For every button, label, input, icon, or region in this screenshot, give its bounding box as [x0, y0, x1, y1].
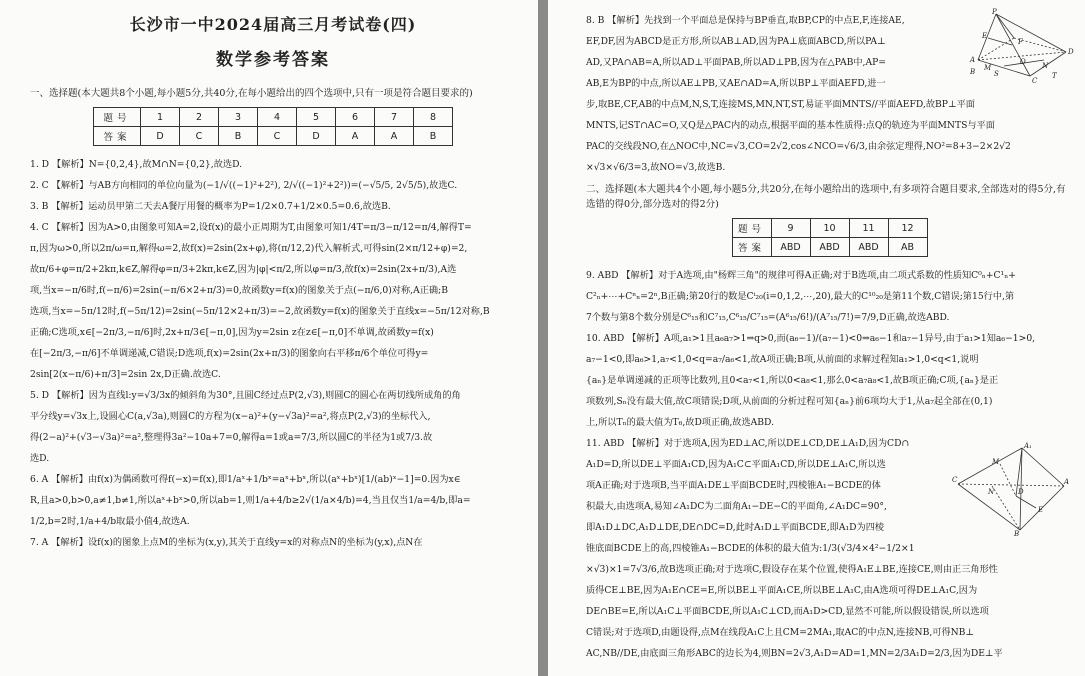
text-line: AB,E为BP的中点,所以AE⊥PB,又AE∩AD=A,所以BP⊥平面AEFD,进一	[586, 78, 886, 89]
question-1	[30, 154, 516, 175]
text-line: 8. B 【解析】先找到一个平面总是保持与BP垂直,取BP,CP的中点E,F,连接AE,	[586, 15, 905, 26]
text-line: MNTS,记ST∩AC=O,又Q是△PAC内的动点,根据平面的基本性质得:点Q的轨迹为平面MNTS与平面	[586, 120, 995, 131]
figure-label: D	[1018, 488, 1024, 496]
table-cell: 4	[258, 108, 297, 127]
text-line: 步,取BE,CF,AB的中点M,N,S,T,连接MS,MN,NT,ST,易证平面MNTS//平面AEFD,故BP⊥平面	[586, 99, 975, 110]
text-line: 2sin[2(x−π/6)+π/3]=2sin 2x,D正确.故选C.	[30, 369, 221, 380]
table-cell: 10	[810, 219, 849, 238]
question-7	[30, 532, 516, 553]
pyramid-figure	[958, 8, 1076, 84]
figure-label: M	[992, 458, 1000, 466]
text-line: 项,当x=−π/6时,f(−π/6)=2sin(−π/6×2+π/3)=0,故函数y=f(x)的图象关于点(−π/6,0)对称,A正确;B	[30, 285, 448, 296]
figure-label: A₁	[1024, 442, 1032, 450]
text-line: 选项,当x=−5π/12时,f(−5π/12)=2sin(−5π/12×2+π/3)=−2,故函数y=f(x)的图象关于直线x=−5π/12对称,B	[30, 306, 490, 317]
table-cell: C	[180, 127, 219, 146]
question-11	[586, 433, 984, 559]
figure-label: C	[1032, 77, 1038, 84]
text-line: 1. D 【解析】N={0,2,4},故M∩N={0,2},故选D.	[30, 159, 243, 170]
text-line: 项数列,Sₙ没有最大值,故C项错误;D项,从前面的分析过程可知{aₙ}前6项均大于1,从a₇起全部在(0,1)	[586, 396, 993, 407]
figure-label: T	[1052, 72, 1057, 80]
text-line: 10. ABD 【解析】A项,a₁>1且a₆a₇>1⇒q>0,而(a₆−1)/(a₇−1)<0⇒a₆−1和a₇−1异号,由于a₁>1知a₆−1>0,	[586, 333, 1036, 344]
text-line: {aₙ}是单调递减的正项等比数列,且0<a₇<1,所以0<a₈<1,那么0<a₇a₈<1,故B项正确;C项,{aₙ}是正	[586, 375, 999, 386]
table-cell: ABD	[810, 238, 849, 257]
text-line: 锥底面BCDE上的高,四棱锥A₁−BCDE的体积的最大值为:1/3(√3/4×4²−1/2×1	[586, 543, 915, 554]
figure-label: N	[988, 488, 995, 496]
figure-label: O	[1020, 58, 1026, 66]
text-line: 选D.	[30, 453, 50, 464]
text-line: a₇−1<0,即a₆>1,a₇<1,0<q=a₇/a₆<1,故A项正确;B项,从前面的求解过程知a₁>1,0<q<1,说明	[586, 354, 979, 365]
figure-label: E	[982, 32, 988, 40]
text-line: C错误;对于选项D,由题设得,点M在线段A₁C上且CM=2MA₁,取AC的中点N,连接NB,可得NB⊥	[586, 627, 975, 638]
text-line: C²ₙ+⋯+Cⁿₙ=2ⁿ,B正确;第20行的数是Cⁱ₂₀(i=0,1,2,⋯,20),最大的C¹⁰₂₀是第11个数,C错误;第15行中,第	[586, 291, 1015, 302]
text-line: 质得CE⊥BE,因为A₁E∩CE=E,所以BE⊥平面A₁CE,所以BE⊥A₁C,由A选项可得DE⊥A₁C,因为	[586, 585, 978, 596]
figure-label: C	[952, 476, 958, 484]
question-9	[586, 265, 1073, 328]
figure-label: F	[1018, 38, 1023, 46]
text-line: 11. ABD 【解析】对于选项A,因为ED⊥AC,所以DE⊥CD,DE⊥A₁D,因为CD∩	[586, 438, 910, 449]
figure-label: B	[970, 68, 976, 76]
text-line: 1/2,b=2时,1/a+4/b取最小值4,故选A.	[30, 516, 190, 527]
text-line: 3. B 【解析】运动员甲第二天去A餐厅用餐的概率为P=1/2×0.7+1/2×0.5=0.6,故选B.	[30, 201, 391, 212]
text-line: PAC的交线段NO,在△NOC中,NC=√3,CO=2√2,cos∠NCO=√6/3,由余弦定理得,NO²=8+3−2×2√2	[586, 141, 1011, 152]
table-cell: B	[414, 127, 453, 146]
text-line: DE∩BE=E,所以A₁C⊥平面BCDE,所以A₁C⊥CD,而A₁D>CD,显然不可能,所以假设错误,所以选项	[586, 606, 989, 617]
table-row	[94, 127, 453, 146]
table-cell: A	[336, 127, 375, 146]
table-cell: 5	[297, 108, 336, 127]
table-cell: A	[375, 127, 414, 146]
text-line: 5. D 【解析】因为直线l:y=√3/3x的倾斜角为30°,且圆C经过点P(2,√3),则圆C的圆心在两切线所成角的角	[30, 390, 461, 401]
question-4	[30, 217, 516, 385]
table-cell: 12	[888, 219, 927, 238]
text-line: 7. A 【解析】设f(x)的图象上点M的坐标为(x,y),其关于直线y=x的对称点N的坐标为(y,x),点N在	[30, 537, 423, 548]
text-line: 6. A 【解析】由f(x)为偶函数可得f(−x)=f(x),即1/aˣ+1/bˣ=aˣ+bˣ,所以(aˣ+bˣ)[1/(ab)ˣ−1]=0.因为x∈	[30, 474, 461, 485]
question-11-continued	[586, 559, 1073, 664]
table-cell: 8	[414, 108, 453, 127]
table-cell: ABD	[849, 238, 888, 257]
section-2-heading: 二、选择题(本大题共4个小题,每小题5分,共20分,在每小题给出的选项中,有多项符合题目要求,全部选对的得5分,有选错的得0分,部分选对的得2分)	[586, 184, 1066, 210]
text-line: ×√3)×1=7√3/6,故B选项正确;对于选项C,假设存在某个位置,使得A₁E⊥BE,连接CE,则由正三角形性	[586, 564, 998, 575]
table-cell: 1	[141, 108, 180, 127]
text-line: R,且a>0,b>0,a≠1,b≠1,所以aˣ+bˣ>0,所以ab=1,则1/a+4/b≥2√(1/a×4/b)=4,当且仅当1/a=4/b,即a=	[30, 495, 471, 506]
text-line: 平分线y=√3x上,设圆心C(a,√3a),则圆C的方程为(x−a)²+(y−√3a)²=a²,将点P(2,√3)的坐标代入,	[30, 411, 431, 422]
question-8	[586, 10, 964, 94]
text-line: ×√3×√6/3=3,故NO=√3,故选B.	[586, 162, 726, 173]
question-10	[586, 328, 1073, 433]
table-cell: 11	[849, 219, 888, 238]
question-3	[30, 196, 516, 217]
text-line: 9. ABD 【解析】对于A选项,由"杨辉三角"的规律可得A正确;对于B选项,由二项式系数的性质知C⁰ₙ+C¹ₙ+	[586, 270, 1016, 281]
left-page	[0, 0, 538, 676]
section-1-heading: 一、选择题(本大题共8个小题,每小题5分,共40分,在每小题给出的四个选项中,只有一项是符合题目要求的)	[30, 88, 473, 99]
right-page	[548, 0, 1085, 676]
figure-label: A	[970, 56, 976, 64]
question-6	[30, 469, 516, 532]
figure-label: B	[1014, 530, 1020, 536]
question-2	[30, 175, 516, 196]
answer-key-title: 数学参考答案	[216, 50, 330, 70]
table-cell: 6	[336, 108, 375, 127]
text-line: 4. C 【解析】因为A>0,由图象可知A=2,设f(x)的最小正周期为T,由图象可知1/4T=π/3−π/12=π/4,解得T=	[30, 222, 472, 233]
table-cell: D	[297, 127, 336, 146]
text-line: 得(2−a)²+(√3−√3a)²=a²,整理得3a²−10a+7=0,解得a=1或a=7/3,所以圆C的半径为1或7/3.故	[30, 432, 433, 443]
text-line: π,因为ω>0,所以2π/ω=π,解得ω=2,故f(x)=2sin(2x+φ),将(π/12,2)代入解析式,可得sin(2×π/12+φ)=2,	[30, 243, 468, 254]
text-line: A₁D=D,所以DE⊥平面A₁CD,因为A₁C⊂平面A₁CD,所以DE⊥A₁C,所以选	[586, 459, 886, 470]
figure-label: M	[984, 64, 992, 72]
text-line: 7个数与第8个数分别是C⁶₁₅和C⁷₁₅,C⁶₁₅/C⁷₁₅=(A⁶₁₅/6!)/(A⁷₁₅/7!)=7/9,D正确,故选ABD.	[586, 312, 950, 323]
text-line: 积最大,由选项A,易知∠A₁DC为二面角A₁−DE−C的平面角,∠A₁DC=90°,	[586, 501, 887, 512]
figure-label: N	[1042, 62, 1049, 70]
text-line: 上,所以Tₙ的最大值为T₆,故D项正确,故选ABD.	[586, 417, 775, 428]
table-cell: 9	[771, 219, 810, 238]
figure-label: P	[992, 8, 997, 16]
exam-title: 长沙市一中2024届高三月考试卷(四)	[129, 15, 417, 34]
table-row	[732, 219, 927, 238]
table-header-cell: 题号	[732, 219, 771, 238]
answer-table-1	[93, 107, 453, 146]
table-cell: AB	[888, 238, 927, 257]
table-row	[732, 238, 927, 257]
text-line: AD,又PA∩AB=A,所以AD⊥平面PAB,所以AD⊥PB,因为在△PAB中,AP=	[586, 57, 886, 68]
table-header-cell: 题号	[94, 108, 141, 127]
text-line: 2. C 【解析】与AB方向相同的单位向量为(−1/√((−1)²+2²), 2/√((−1)²+2²))=(−√5/5, 2√5/5),故选C.	[30, 180, 458, 191]
text-line: 即A₁D⊥DC,A₁D⊥DE,DE∩DC=D,此时A₁D⊥平面BCDE,即A₁D为四棱	[586, 522, 885, 533]
figure-label: E	[1038, 506, 1044, 514]
table-cell: 2	[180, 108, 219, 127]
answer-table-2	[732, 218, 928, 257]
text-line: 故π/6+φ=π/2+2kπ,k∈Z,解得φ=π/3+2kπ,k∈Z,因为|φ|<π/2,所以φ=π/3,故f(x)=2sin(2x+π/3),A选	[30, 264, 457, 275]
tetrahedron-figure	[952, 440, 1070, 536]
text-line: 正确;C选项,x∈[−2π/3,−π/6]时,2x+π/3∈[−π,0],因为y=2sin z在z∈[−π,0]不单调,故函数y=f(x)	[30, 327, 434, 338]
table-cell: ABD	[771, 238, 810, 257]
table-cell: D	[141, 127, 180, 146]
text-line: EF,DF,因为ABCD是正方形,所以AB⊥AD,因为PA⊥底面ABCD,所以PA⊥	[586, 36, 886, 47]
table-cell: 7	[375, 108, 414, 127]
text-line: AC,NB//DE,由底面三角形ABC的边长为4,则BN=2√3,A₁D=AD=1,MN=2/3A₁D=2/3,因为DE⊥平	[586, 648, 1003, 659]
table-cell: C	[258, 127, 297, 146]
text-line: 项A正确;对于选项B,当平面A₁DE⊥平面BCDE时,四棱锥A₁−BCDE的体	[586, 480, 881, 491]
figure-label: S	[994, 70, 999, 78]
text-line: 在[−2π/3,−π/6]不单调递减,C错误;D选项,f(x)=2sin(2x+π/3)的图象向右平移π/6个单位可得y=	[30, 348, 429, 359]
table-header-cell: 答案	[732, 238, 771, 257]
table-row	[94, 108, 453, 127]
question-8-continued	[586, 94, 1073, 178]
table-cell: B	[219, 127, 258, 146]
figure-label: D	[1068, 48, 1074, 56]
table-cell: 3	[219, 108, 258, 127]
table-header-cell: 答案	[94, 127, 141, 146]
figure-label: A	[1064, 478, 1070, 486]
question-5	[30, 385, 516, 469]
